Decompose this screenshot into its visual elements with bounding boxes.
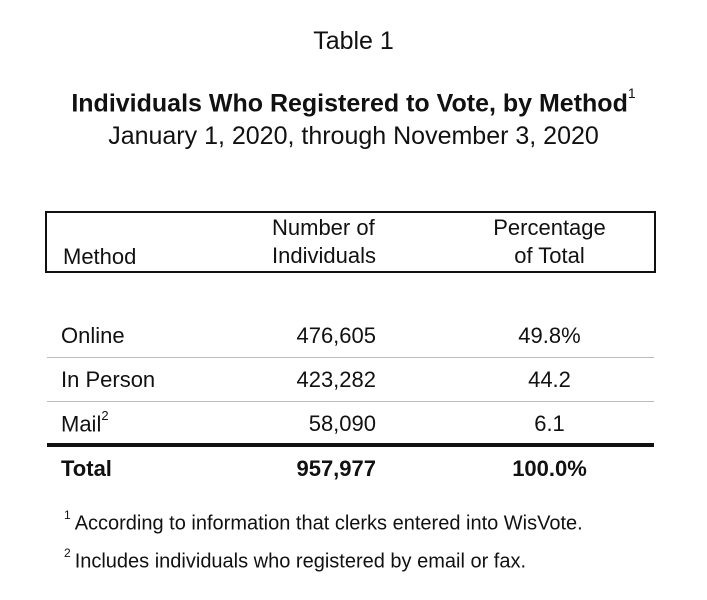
table-row-total [47,447,654,491]
total-method: Total [61,456,112,481]
title-footnote-ref: 1 [627,85,636,101]
row-method-label: Online [61,323,125,348]
header-number-line2: Individuals [272,243,376,268]
row-number: 58,090 [308,411,376,436]
total-percent: 100.0% [512,456,587,481]
header-number [272,214,412,270]
header-percent [487,214,612,270]
row-number: 476,605 [296,323,376,348]
table-header [45,211,656,273]
row-percent: 49.8% [518,323,581,348]
header-number-line1: Number of [272,215,375,240]
footnote-1 [64,508,583,536]
header-percent-line1: Percentage [493,215,606,240]
row-method [61,323,125,349]
row-method [61,408,109,437]
footnote-text: Includes individuals who registered by email or fax. [74,550,527,573]
table-row-online [47,314,654,358]
footnote-2 [64,546,527,574]
footnote-ref: 2 [64,546,71,560]
row-method-label: In Person [61,367,156,392]
table-row-mail [47,402,654,446]
table-title-text: Individuals Who Registered to Vote, by Method [71,89,628,118]
table-subtitle: January 1, 2020, through November 3, 2020 [108,122,599,150]
row-percent: 44.2 [528,367,571,392]
table-number: Table 1 [313,27,394,55]
row-method-label: Mail [61,411,102,437]
table-row-in-person [47,358,654,402]
header-method: Method [63,244,137,269]
row-percent: 6.1 [534,411,565,436]
table-title [0,85,707,118]
footnote-text: According to information that clerks entered into WisVote. [74,512,583,535]
mail-footnote-ref: 2 [101,408,109,423]
header-percent-line2: of Total [514,243,585,268]
row-method [61,367,155,393]
row-number: 423,282 [296,367,376,392]
footnote-ref: 1 [64,508,71,522]
total-number: 957,977 [296,456,376,481]
